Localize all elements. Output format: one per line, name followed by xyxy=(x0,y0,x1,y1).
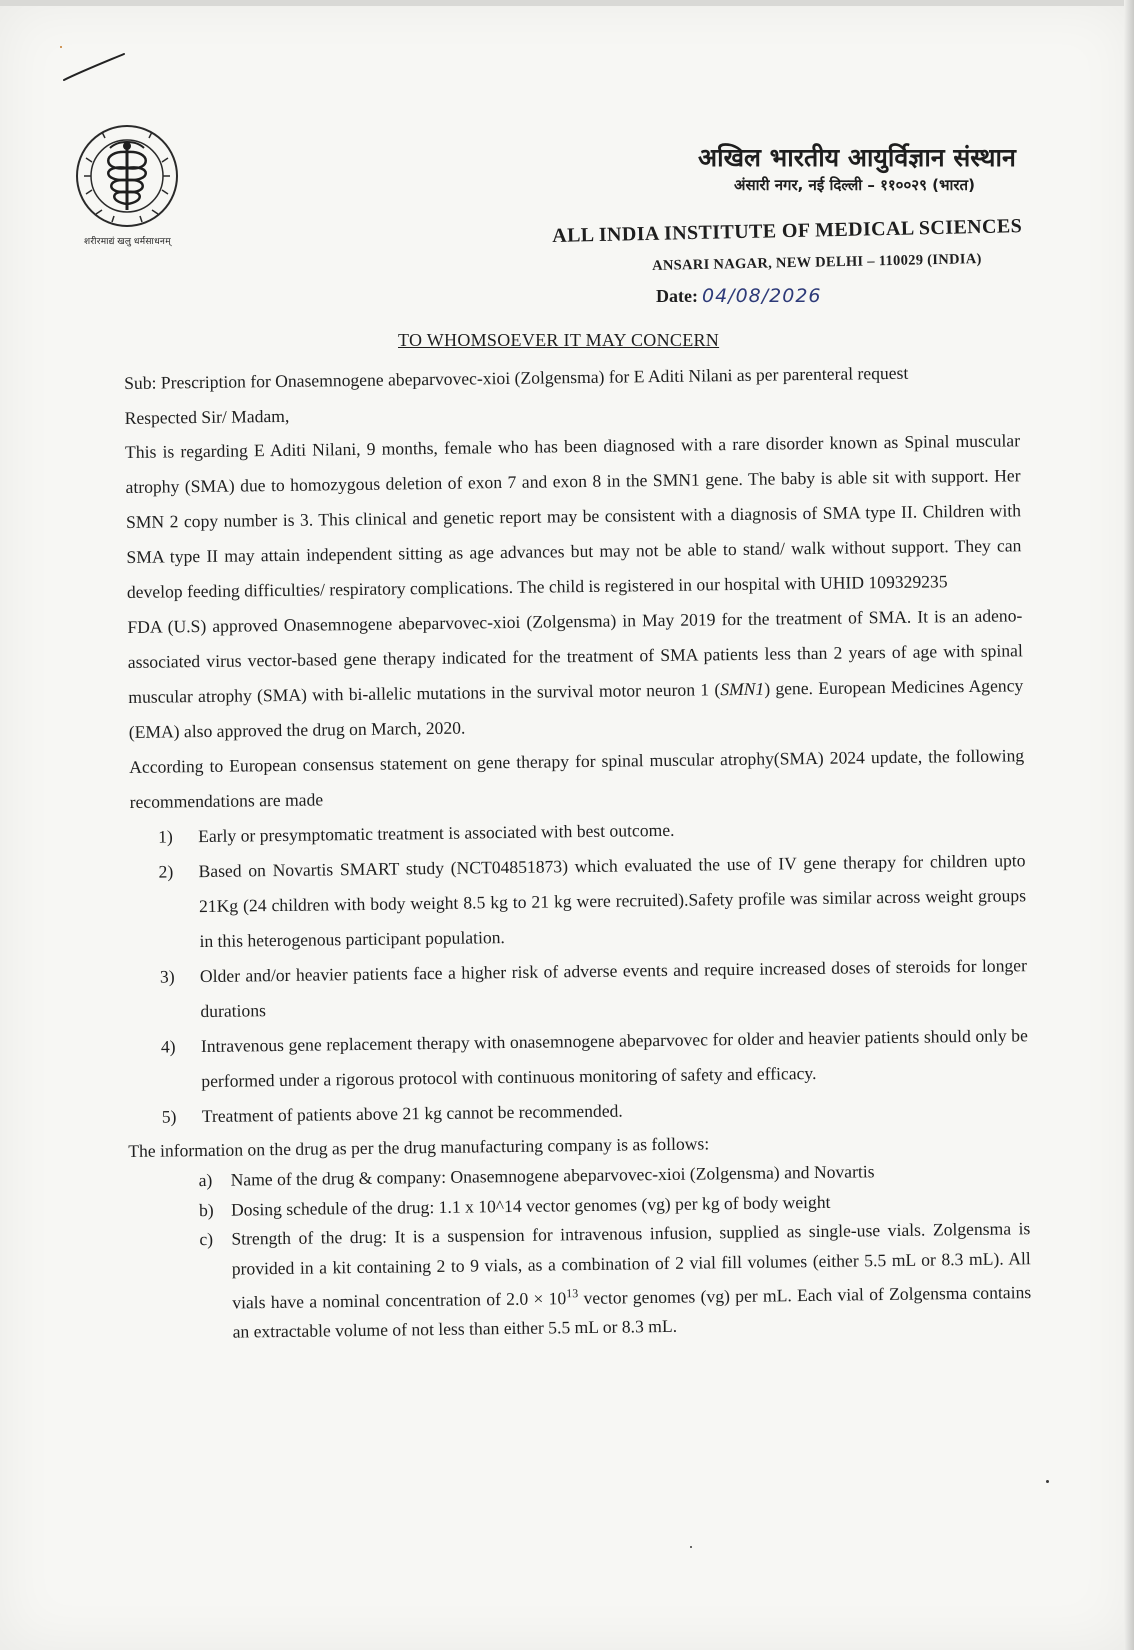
gene-name: SMN1 xyxy=(720,678,765,700)
subject-line: Sub: Prescription for Onasemnogene abeparvovec-xioi (Zolgensma) for E Aditi Nilani as per parenteral request xyxy=(124,362,909,393)
list-marker: 2) xyxy=(158,861,174,882)
approval-paragraph xyxy=(127,598,1024,750)
list-item-text: Based on Novartis SMART study (NCT04851873) which evaluated the use of IV gene therapy for children upto 21Kg (24 children with body weight 8.5 kg to 21 kg were recruited).Safety profile was similar across weight groups in this heterogenous participant population. xyxy=(198,850,1027,952)
approval-text-end: ) gene. European Medicines Agency (EMA) also approved the drug on March, 2020. xyxy=(128,675,1024,742)
approval-text-start: FDA (U.S) approved Onasemnogene abeparvovec-xioi (Zolgensma) in May 2019 for the treatment of SMA. It is an adeno-associated virus vector-based gene therapy indicated for the treatment of SMA patients less than 2 years of age with spinal muscular atrophy (SMA) with bi-allelic mutations in the survival motor neuron 1 ( xyxy=(127,605,1023,707)
list-marker: b) xyxy=(198,1199,214,1220)
institute-english-address: ANSARI NAGAR, NEW DELHI – 110029 (INDIA) xyxy=(652,251,982,274)
patient-paragraph: This is regarding E Aditi Nilani, 9 months, female who has been diagnosed with a rare disorder known as Spinal muscular atrophy (SMA) due to homozygous deletion of exon 7 and exon 8 in the SMN1 gene. The baby is able sit with support. Her SMN 2 copy number is 3. This clinical and genetic report may be consistent with a diagnosis of SMA type II. Children with SMA type II may attain independent sitting as age advances but may not be able to stand/ walk without support. They can develop feeding difficulties/ respiratory complications. The child is registered in our hospital with UHID 109329235 xyxy=(124,430,1022,602)
date-label: Date: xyxy=(656,286,698,306)
list-marker: 1) xyxy=(158,826,173,847)
recommendations-list xyxy=(130,808,1029,1135)
dosing-text: Dosing schedule of the drug: 1.1 x 10^14 vector genomes (vg) per kg of body weight xyxy=(230,1191,831,1220)
list-item xyxy=(130,843,1026,960)
scan-edge-right xyxy=(1124,0,1134,1650)
consensus-paragraph: According to European consensus statement on gene therapy for spinal muscular atrophy(SMA) 2024 update, the following recommendations are made xyxy=(129,745,1025,812)
exponent: 13 xyxy=(566,1286,579,1301)
list-marker: c) xyxy=(199,1228,214,1250)
list-item xyxy=(135,1214,1032,1349)
list-marker: 3) xyxy=(159,966,175,987)
date-row xyxy=(656,285,822,307)
list-marker: 5) xyxy=(161,1106,177,1127)
date-value: 04/08/2026 xyxy=(701,285,822,307)
scan-edge-top xyxy=(0,0,1134,6)
strength-text-start: Strength of the drug: It is a suspension for intravenous infusion, supplied as single-use vials. Zolgensma is provided in a kit containing 2 to 9 vials, as a combination of 2 vial fill volumes (either 5.5 mL or 8.3 mL). All vials have a nominal concentration of 2.0 × 10 xyxy=(231,1218,1031,1313)
strength-text-end: vector genomes (vg) per mL. Each vial of Zolgensma contains an extractable volume of not less than either 5.5 mL or 8.3 mL. xyxy=(232,1282,1032,1343)
caduceus-emblem-icon xyxy=(72,118,182,248)
pen-mark xyxy=(60,50,130,90)
salutation: Respected Sir/ Madam, xyxy=(124,405,290,428)
letter-heading: TO WHOMSOEVER IT MAY CONCERN xyxy=(398,330,720,350)
list-item xyxy=(133,1018,1029,1100)
scan-speck xyxy=(60,46,62,48)
institute-hindi-name: अखिल भारतीय आयुर्विज्ञान संस्थान xyxy=(698,143,1016,172)
scan-speck xyxy=(690,1546,692,1548)
drug-name-text: Name of the drug & company: Onasemnogene abeparvovec-xioi (Zolgensma) and Novartis xyxy=(230,1161,875,1190)
list-item-text: Treatment of patients above 21 kg cannot be recommended. xyxy=(201,1100,623,1127)
list-item-text: Intravenous gene replacement therapy with onasemnogene abeparvovec for older and heavier patients should only be performed under a rigorous protocol with continuous monitoring of safety and efficacy. xyxy=(200,1025,1028,1092)
letter-body xyxy=(124,356,1032,1348)
list-marker: 4) xyxy=(160,1036,176,1057)
list-marker: a) xyxy=(198,1169,213,1191)
list-item-text: Early or presymptomatic treatment is associated with best outcome. xyxy=(198,819,675,847)
scan-speck xyxy=(1046,1480,1049,1483)
list-item-text: Older and/or heavier patients face a higher risk of adverse events and require increased doses of steroids for longer durations xyxy=(199,955,1028,1022)
institute-hindi-address: अंसारी नगर, नई दिल्ली – ११००२९ (भारत) xyxy=(734,176,975,194)
drug-info-intro: The information on the drug as per the drug manufacturing company is as follows: xyxy=(128,1133,710,1162)
drug-info-list xyxy=(134,1155,1031,1349)
logo-motto: शरीरमाद्यं खलु धर्मसाधनम् xyxy=(84,236,171,246)
list-item xyxy=(132,948,1028,1030)
institute-english-name: ALL INDIA INSTITUTE OF MEDICAL SCIENCES xyxy=(552,215,1023,247)
